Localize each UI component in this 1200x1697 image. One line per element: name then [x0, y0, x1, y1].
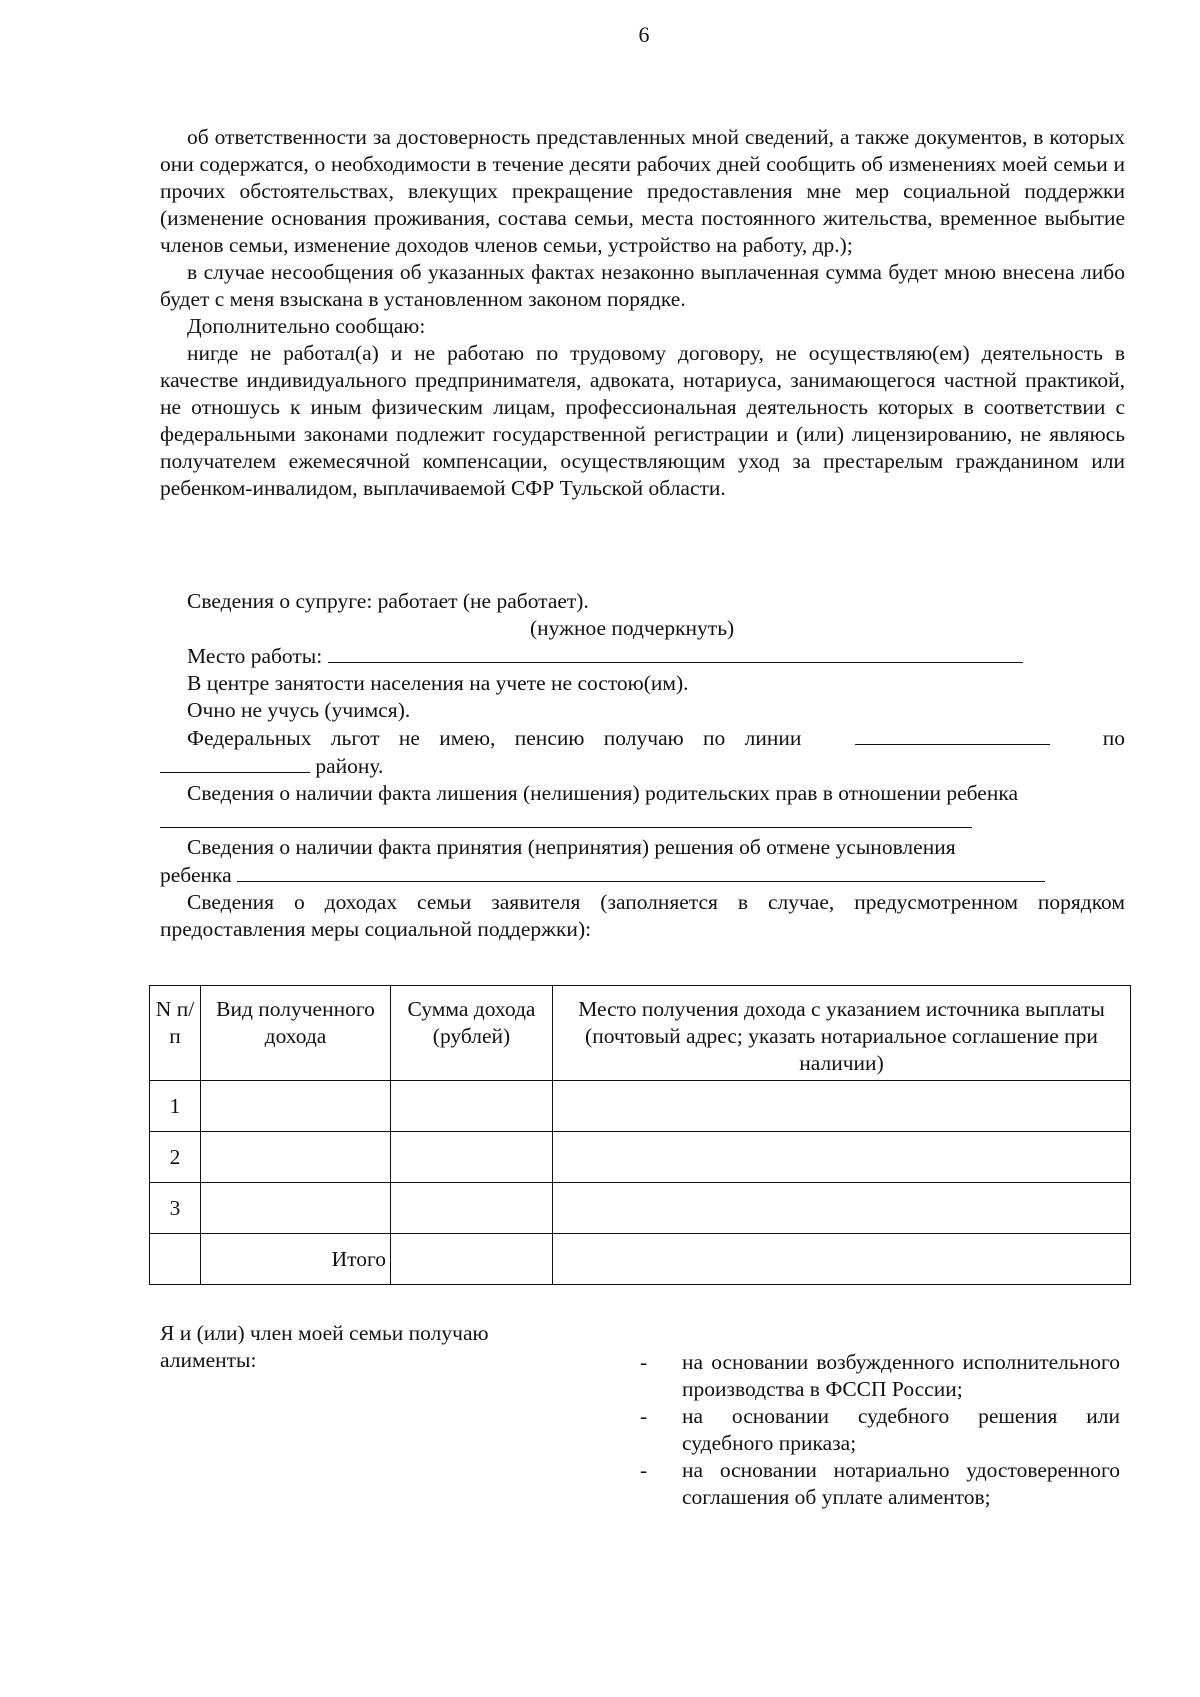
table-header-row — [150, 986, 1131, 1081]
adoption-row — [160, 861, 1125, 889]
list-dash: - — [640, 1404, 648, 1428]
header-income-type: Вид полученного дохода — [201, 986, 391, 1081]
total-place-cell[interactable] — [553, 1234, 1131, 1285]
header-income-amount: Сумма дохода (рублей) — [391, 986, 553, 1081]
benefits-label: Федеральных льгот не имею, пенсию получаю по линии — [187, 726, 802, 750]
spouse-section — [160, 588, 1125, 943]
alimony-option-court: на основании судебного решения или судебного приказа; — [682, 1404, 1120, 1455]
underline-hint: (нужное подчеркнуть) — [530, 616, 735, 640]
district-row — [160, 752, 1125, 780]
header-income-place: Место получения дохода с указанием источника выплаты (почтовый адрес; указать нотариальное соглашение при наличии) — [553, 986, 1131, 1081]
alimony-option-notary: на основании нотариально удостоверенного соглашения об уплате алиментов; — [682, 1458, 1120, 1509]
paragraph-repayment: в случае несообщения об указанных фактах незаконно выплаченная сумма будет мною внесена либо будет с меня взыскана в установленном законом порядке. — [160, 260, 1125, 311]
table-row — [150, 1183, 1131, 1234]
paragraph-not-employed: нигде не работал(а) и не работаю по трудовому договору, не осуществляю(ем) деятельность в качестве индивидуального предпринимателя, адвоката, нотариуса, занимающегося частной практикой, не отношусь к иным физическим лицам, профессиональная деятельность которых в соответствии с федеральными законами подлежит государственной регистрации и (или) лицензированию, не являюсь получателем ежемесячной компенсации, осуществляющим уход за престарелым гражданином или ребенком-инвалидом, выплачиваемой СФР Тульской области. — [160, 341, 1125, 500]
row-number: 1 — [150, 1081, 201, 1132]
row-number: 3 — [150, 1183, 201, 1234]
adoption-statement: Сведения о наличии факта принятия (непринятия) решения об отмене усыновления — [187, 835, 956, 859]
row-number: 2 — [150, 1132, 201, 1183]
income-type-cell[interactable] — [201, 1132, 391, 1183]
list-item — [640, 1403, 1120, 1457]
declaration-text — [160, 124, 1125, 502]
adoption-field[interactable] — [237, 861, 1045, 882]
workplace-field[interactable] — [328, 642, 1023, 663]
total-number-cell — [150, 1234, 201, 1285]
table-total-row — [150, 1234, 1131, 1285]
deprivation-statement: Сведения о наличии факта лишения (нелишения) родительских прав в отношении ребенка — [187, 781, 1019, 805]
workplace-row — [160, 642, 1125, 670]
paragraph-responsibility: об ответственности за достоверность представленных мной сведений, а также документов, в которых они содержатся, о необходимости в течение десяти рабочих дней сообщить об изменениях моей семьи и прочих обстоятельствах, влекущих прекращение предоставления мне мер социальной поддержки (изменение основания проживания, состава семьи, места постоянного жительства, временное выбытие членов семьи, изменение доходов членов семьи, устройство на работу, др.); — [160, 125, 1125, 257]
income-amount-cell[interactable] — [391, 1132, 553, 1183]
page-number: 6 — [638, 22, 650, 47]
total-amount-cell[interactable] — [391, 1234, 553, 1285]
deprivation-field[interactable] — [160, 827, 972, 828]
total-label: Итого — [201, 1234, 391, 1285]
study-statement: Очно не учусь (учимся). — [187, 698, 411, 722]
alimony-options — [640, 1349, 1120, 1511]
spouse-info: Сведения о супруге: работает (не работает). — [187, 589, 589, 613]
alimony-option-fssp: на основании возбужденного исполнительного производства в ФССП России; — [682, 1350, 1120, 1401]
table-row — [150, 1081, 1131, 1132]
list-dash: - — [640, 1350, 648, 1374]
alimony-intro: Я и (или) член моей семьи получаю алименты: — [160, 1321, 489, 1372]
income-info: Сведения о доходах семьи заявителя (заполняется в случае, предусмотренном порядком предоставления меры социальной поддержки): — [160, 890, 1125, 941]
income-table — [149, 985, 1131, 1285]
benefits-po: по — [1102, 726, 1125, 750]
list-item — [640, 1349, 1120, 1403]
income-place-cell[interactable] — [553, 1183, 1131, 1234]
benefits-row — [160, 724, 1125, 752]
paragraph-additional: Дополнительно сообщаю: — [187, 314, 426, 338]
adoption-child-label: ребенка — [160, 863, 232, 887]
district-field[interactable] — [160, 752, 310, 773]
employment-center-statement: В центре занятости населения на учете не состою(им). — [187, 671, 689, 695]
workplace-label: Место работы: — [187, 644, 323, 668]
list-item — [640, 1457, 1120, 1511]
income-amount-cell[interactable] — [391, 1183, 553, 1234]
income-place-cell[interactable] — [553, 1132, 1131, 1183]
header-number: N п/п — [150, 986, 201, 1081]
income-place-cell[interactable] — [553, 1081, 1131, 1132]
table-row — [150, 1132, 1131, 1183]
district-label: району. — [315, 754, 384, 778]
pension-line-field[interactable] — [855, 724, 1050, 745]
income-type-cell[interactable] — [201, 1183, 391, 1234]
income-type-cell[interactable] — [201, 1081, 391, 1132]
list-dash: - — [640, 1458, 648, 1482]
income-amount-cell[interactable] — [391, 1081, 553, 1132]
